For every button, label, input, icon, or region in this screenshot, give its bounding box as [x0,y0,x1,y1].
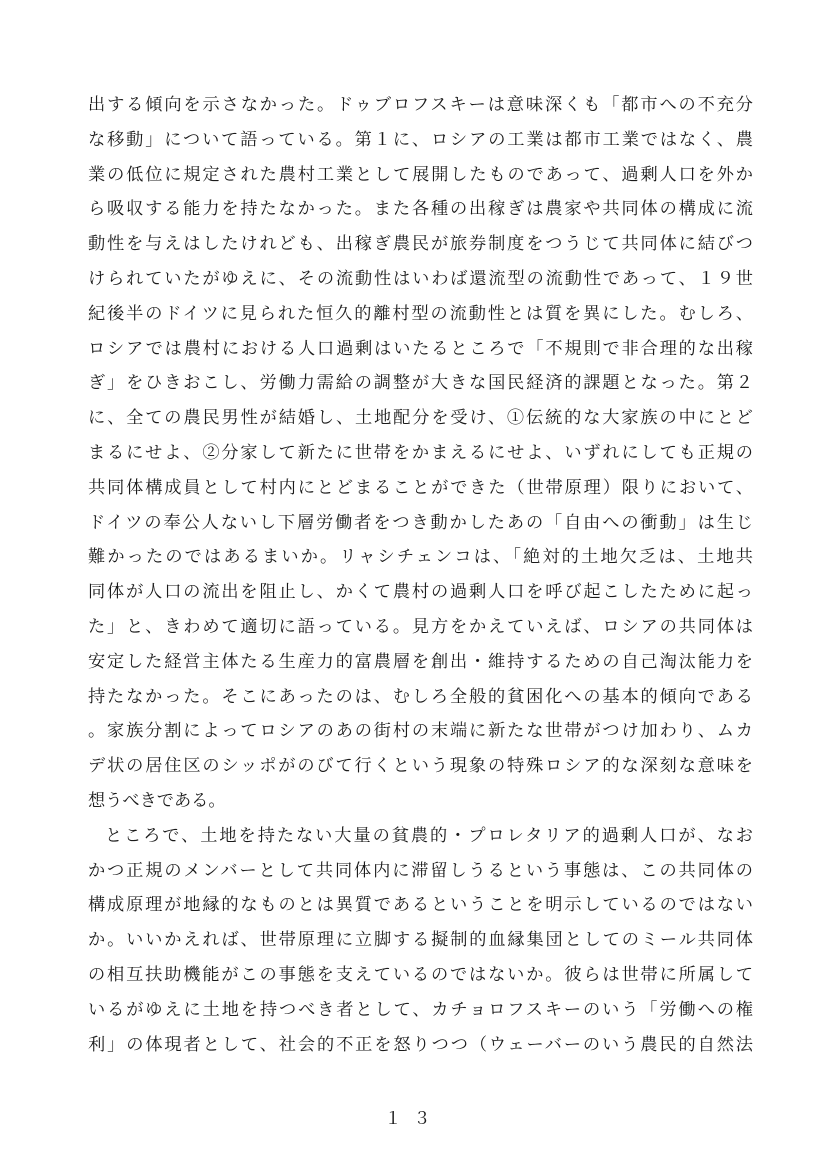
text-line: の相互扶助機能がこの事態を支えているのではないか。彼らは世帯に所属して [88,964,753,985]
text-line: 。家族分割によってロシアのあの街村の末端に新たな世帯がつけ加わり、ムカ [88,721,753,742]
text-line: ぎ」をひきおこし、労働力需給の調整が大きな国民経済的課題となった。第２ [88,373,753,394]
text-line: な移動」について語っている。第１に、ロシアの工業は都市工業ではなく、農 [88,129,753,150]
text-line: 安定した経営主体たる生産力的富農層を創出・維持するための自己淘汰能力を [88,651,753,672]
text-line: 難かったのではあるまいか。リャシチェンコは、「絶対的土地欠乏は、土地共 [88,547,753,568]
text-line: デ状の居住区のシッポがのびて行くという現象の特殊ロシア的な深刻な意味を [88,756,753,777]
paragraph-start-line: ところで、土地を持たない大量の貧農的・プロレタリア的過剰人口が、なお [105,825,753,846]
text-line: に、全ての農民男性が結婚し、土地配分を受け、①伝統的な大家族の中にとど [88,408,753,429]
text-line: いるがゆえに土地を持つべき者として、カチョロフスキーのいう「労働への権 [88,999,753,1020]
text-line: ロシアでは農村における人口過剰はいたるところで「不規則で非合理的な出稼 [88,338,753,359]
page-number: １３ [384,1109,443,1129]
text-line: ら吸収する能力を持たなかった。また各種の出稼ぎは農家や共同体の構成に流 [88,199,753,220]
text-line: か。いいかえれば、世帯原理に立脚する擬制的血縁集団としてのミール共同体 [88,930,753,951]
text-line: 出する傾向を示さなかった。ドゥブロフスキーは意味深くも「都市への不充分 [88,95,753,115]
paragraph-end-line: 想うべきである。 [88,790,226,811]
text-line: た」と、きわめて適切に語っている。見方をかえていえば、ロシアの共同体は [88,616,753,637]
text-line: 動性を与えはしたけれども、出稼ぎ農民が旅券制度をつうじて共同体に結びつ [88,234,753,255]
text-line: けられていたがゆえに、その流動性はいわば還流型の流動性であって、１９世 [88,268,753,289]
text-line: かつ正規のメンバーとして共同体内に滞留しうるという事態は、この共同体の [88,860,753,881]
text-line: 業の低位に規定された農村工業として展開したものであって、過剰人口を外か [88,164,753,185]
text-line: 紀後半のドイツに見られた恒久的離村型の流動性とは質を異にした。むしろ、 [88,303,753,324]
text-line: 持たなかった。そこにあったのは、むしろ全般的貧困化への基本的傾向である [88,686,753,707]
text-line: 利」の体現者として、社会的不正を怒りつつ（ウェーバーのいう農民的自然法 [88,1034,753,1055]
text-line: まるにせよ、②分家して新たに世帯をかまえるにせよ、いずれにしても正規の [88,442,753,463]
text-line: 共同体構成員として村内にとどまることができた（世帯原理）限りにおいて、 [88,477,753,498]
body-text [88,88,753,1062]
text-line: 構成原理が地縁的なものとは異質であるということを明示しているのではない [88,895,753,916]
text-line: 同体が人口の流出を阻止し、かくて農村の過剰人口を呼び起こしたために起っ [88,582,753,603]
text-line: ドイツの奉公人ないし下層労働者をつき動かしたあの「自由への衝動」は生じ [88,512,753,533]
